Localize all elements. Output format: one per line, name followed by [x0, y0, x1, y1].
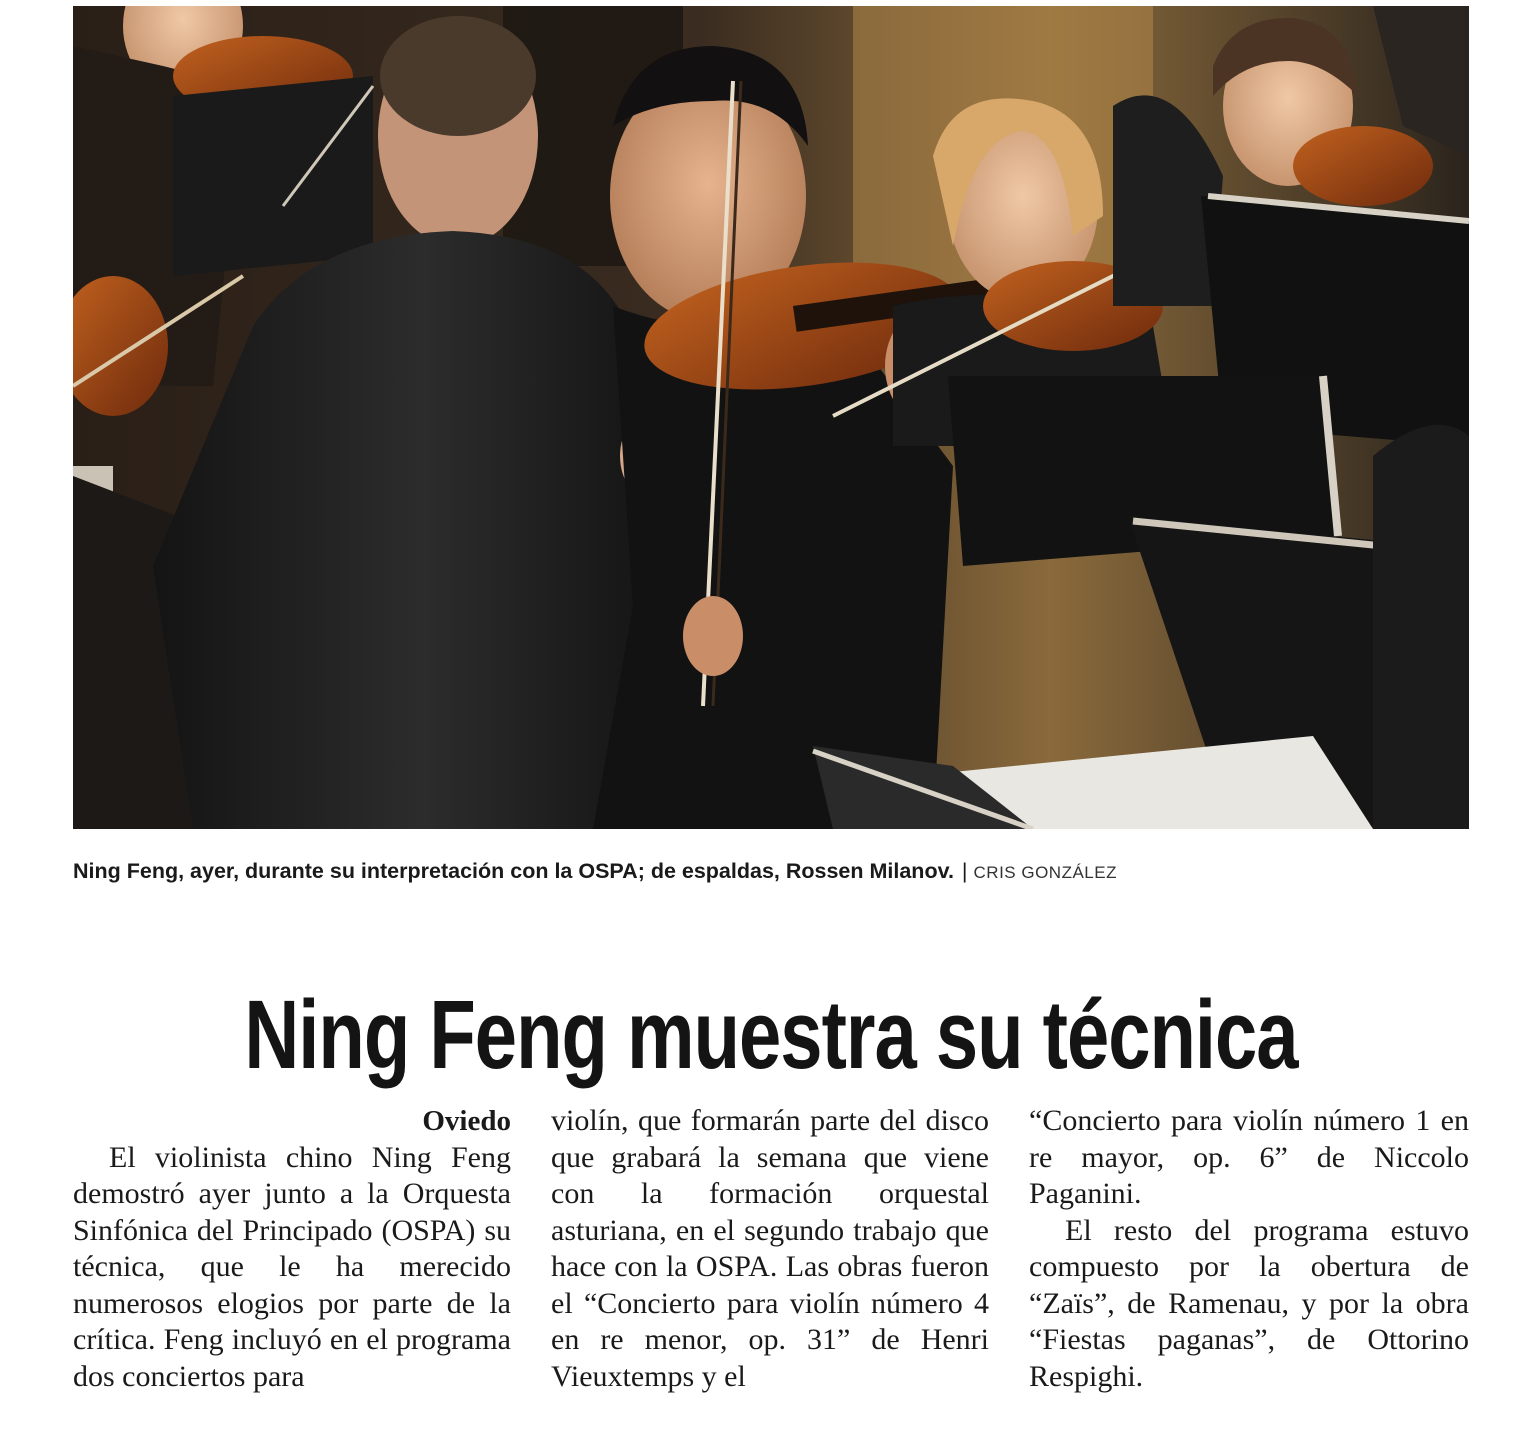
dateline: Oviedo [422, 1105, 511, 1137]
article-column-2 [551, 1103, 989, 1433]
photo-credit: CRIS GONZÁLEZ [973, 863, 1117, 882]
caption-text: Ning Feng, ayer, durante su interpretación con la OSPA; de espaldas, Rossen Milanov. [73, 859, 954, 883]
photo-caption [73, 855, 1473, 887]
caption-separator: | [961, 859, 968, 883]
article-column-3 [1029, 1103, 1469, 1433]
article-headline: Ning Feng muestra su técnica [244, 980, 1298, 1090]
article-column-1 [73, 1103, 511, 1433]
body-paragraph: El violinista chino Ning Feng demostró ayer junto a la Orquesta Sinfónica del Principado (OSPA) su técnica, que le ha merecido numerosos elogios por parte de la crítica. Feng incluyó en el programa dos conciertos para [73, 1140, 511, 1393]
body-paragraph: El resto del programa estuvo compuesto por la obertura de “Zaïs”, de Ramenau, y por la obra “Fiestas paganas”, de Ottorino Respighi. [1029, 1213, 1469, 1393]
body-paragraph: violín, que formarán parte del disco que grabará la semana que viene con la formación orquestal asturiana, en el segundo trabajo que hace con la OSPA. Las obras fueron el “Concierto para violín número 4 en re menor, op. 31” de Henri Vieuxtemps y el [551, 1104, 989, 1393]
body-paragraph: “Concierto para violín número 1 en re mayor, op. 6” de Niccolo Paganini. [1029, 1104, 1469, 1210]
orchestra-photo [73, 6, 1469, 829]
